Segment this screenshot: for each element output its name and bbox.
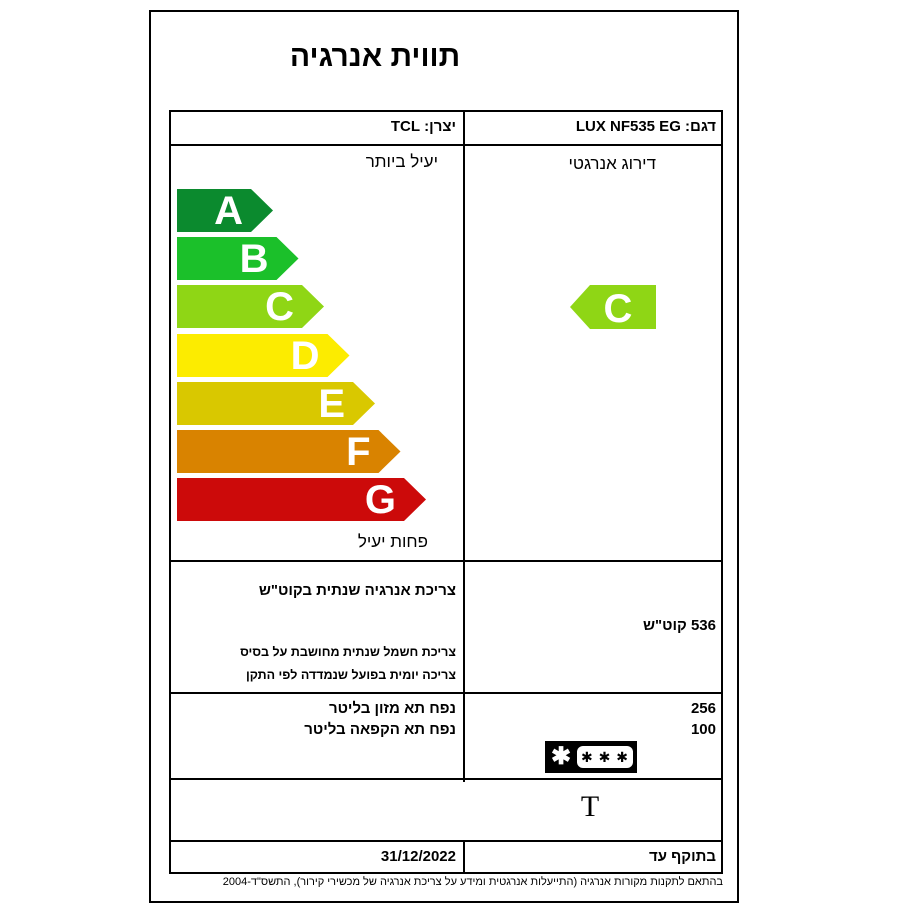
energy-class-bar-g [177,478,426,521]
manufacturer-value: TCL [390,118,420,135]
rating-arrow [570,285,656,329]
snowflake-icon: ✱ [550,743,572,770]
consumption-note-2: צריכה יומית בפועל שנמדדה לפי התקן [245,668,456,682]
rating-header: דירוג אנרגטי [568,154,656,173]
energy-class-letter: A [214,189,243,233]
rating-letter: C [603,287,633,329]
column-divider [463,842,465,874]
energy-class-bar-f [177,430,401,473]
energy-class-letter: D [290,333,320,378]
legal-footer: בהתאם לתקנות מקורות אנרגיה (התייעלות אנרגטית ומידע על צריכת אנרגיה של מכשירי קירור), התשס"ד-2004 [222,876,723,888]
divider [171,144,721,146]
divider [171,778,721,780]
energy-class-bar-c [177,285,324,328]
energy-class-letter: F [346,430,371,474]
energy-class-bar-d [177,334,350,377]
energy-class-bar-e [177,382,375,425]
divider [171,560,721,562]
energy-class-letter: G [364,478,396,523]
energy-class-bar-b [177,237,299,280]
validity-date: 31/12/2022 [380,848,456,865]
fresh-volume-value: 256 [690,700,716,717]
energy-class-letter: B [239,237,269,282]
divider [171,840,721,842]
freezer-volume-label: נפח תא הקפאה בליטר [304,721,456,738]
fresh-volume-label: נפח תא מזון בליטר [328,700,456,717]
climate-class: T [580,790,600,823]
divider [171,692,721,694]
scale-bottom-label: פחות יעיל [357,532,428,551]
model-label: דגם: [685,118,716,135]
label-title: תווית אנרגיה [289,40,461,73]
scale-top-label: יעיל ביותר [365,152,438,171]
freezer-volume-value: 100 [690,721,716,738]
energy-class-letter: E [318,381,345,426]
freezer-star-rating [545,741,637,773]
consumption-value: 536 קוט"ש [642,617,716,634]
consumption-label: צריכת אנרגיה שנתית בקוט"ש [258,582,456,599]
energy-class-letter: C [265,285,294,330]
validity-label: בתוקף עד [649,848,716,865]
column-divider [463,112,465,782]
model-field [470,118,716,135]
freezer-stars: ✱ ✱ ✱ [577,746,633,768]
manufacturer-field [178,118,456,135]
consumption-note-1: צריכת חשמל שנתית מחושבת על בסיס [240,645,456,659]
manufacturer-label: יצרן: [424,118,456,135]
energy-class-bar-a [177,189,273,232]
model-value: LUX NF535 EG [575,118,681,135]
